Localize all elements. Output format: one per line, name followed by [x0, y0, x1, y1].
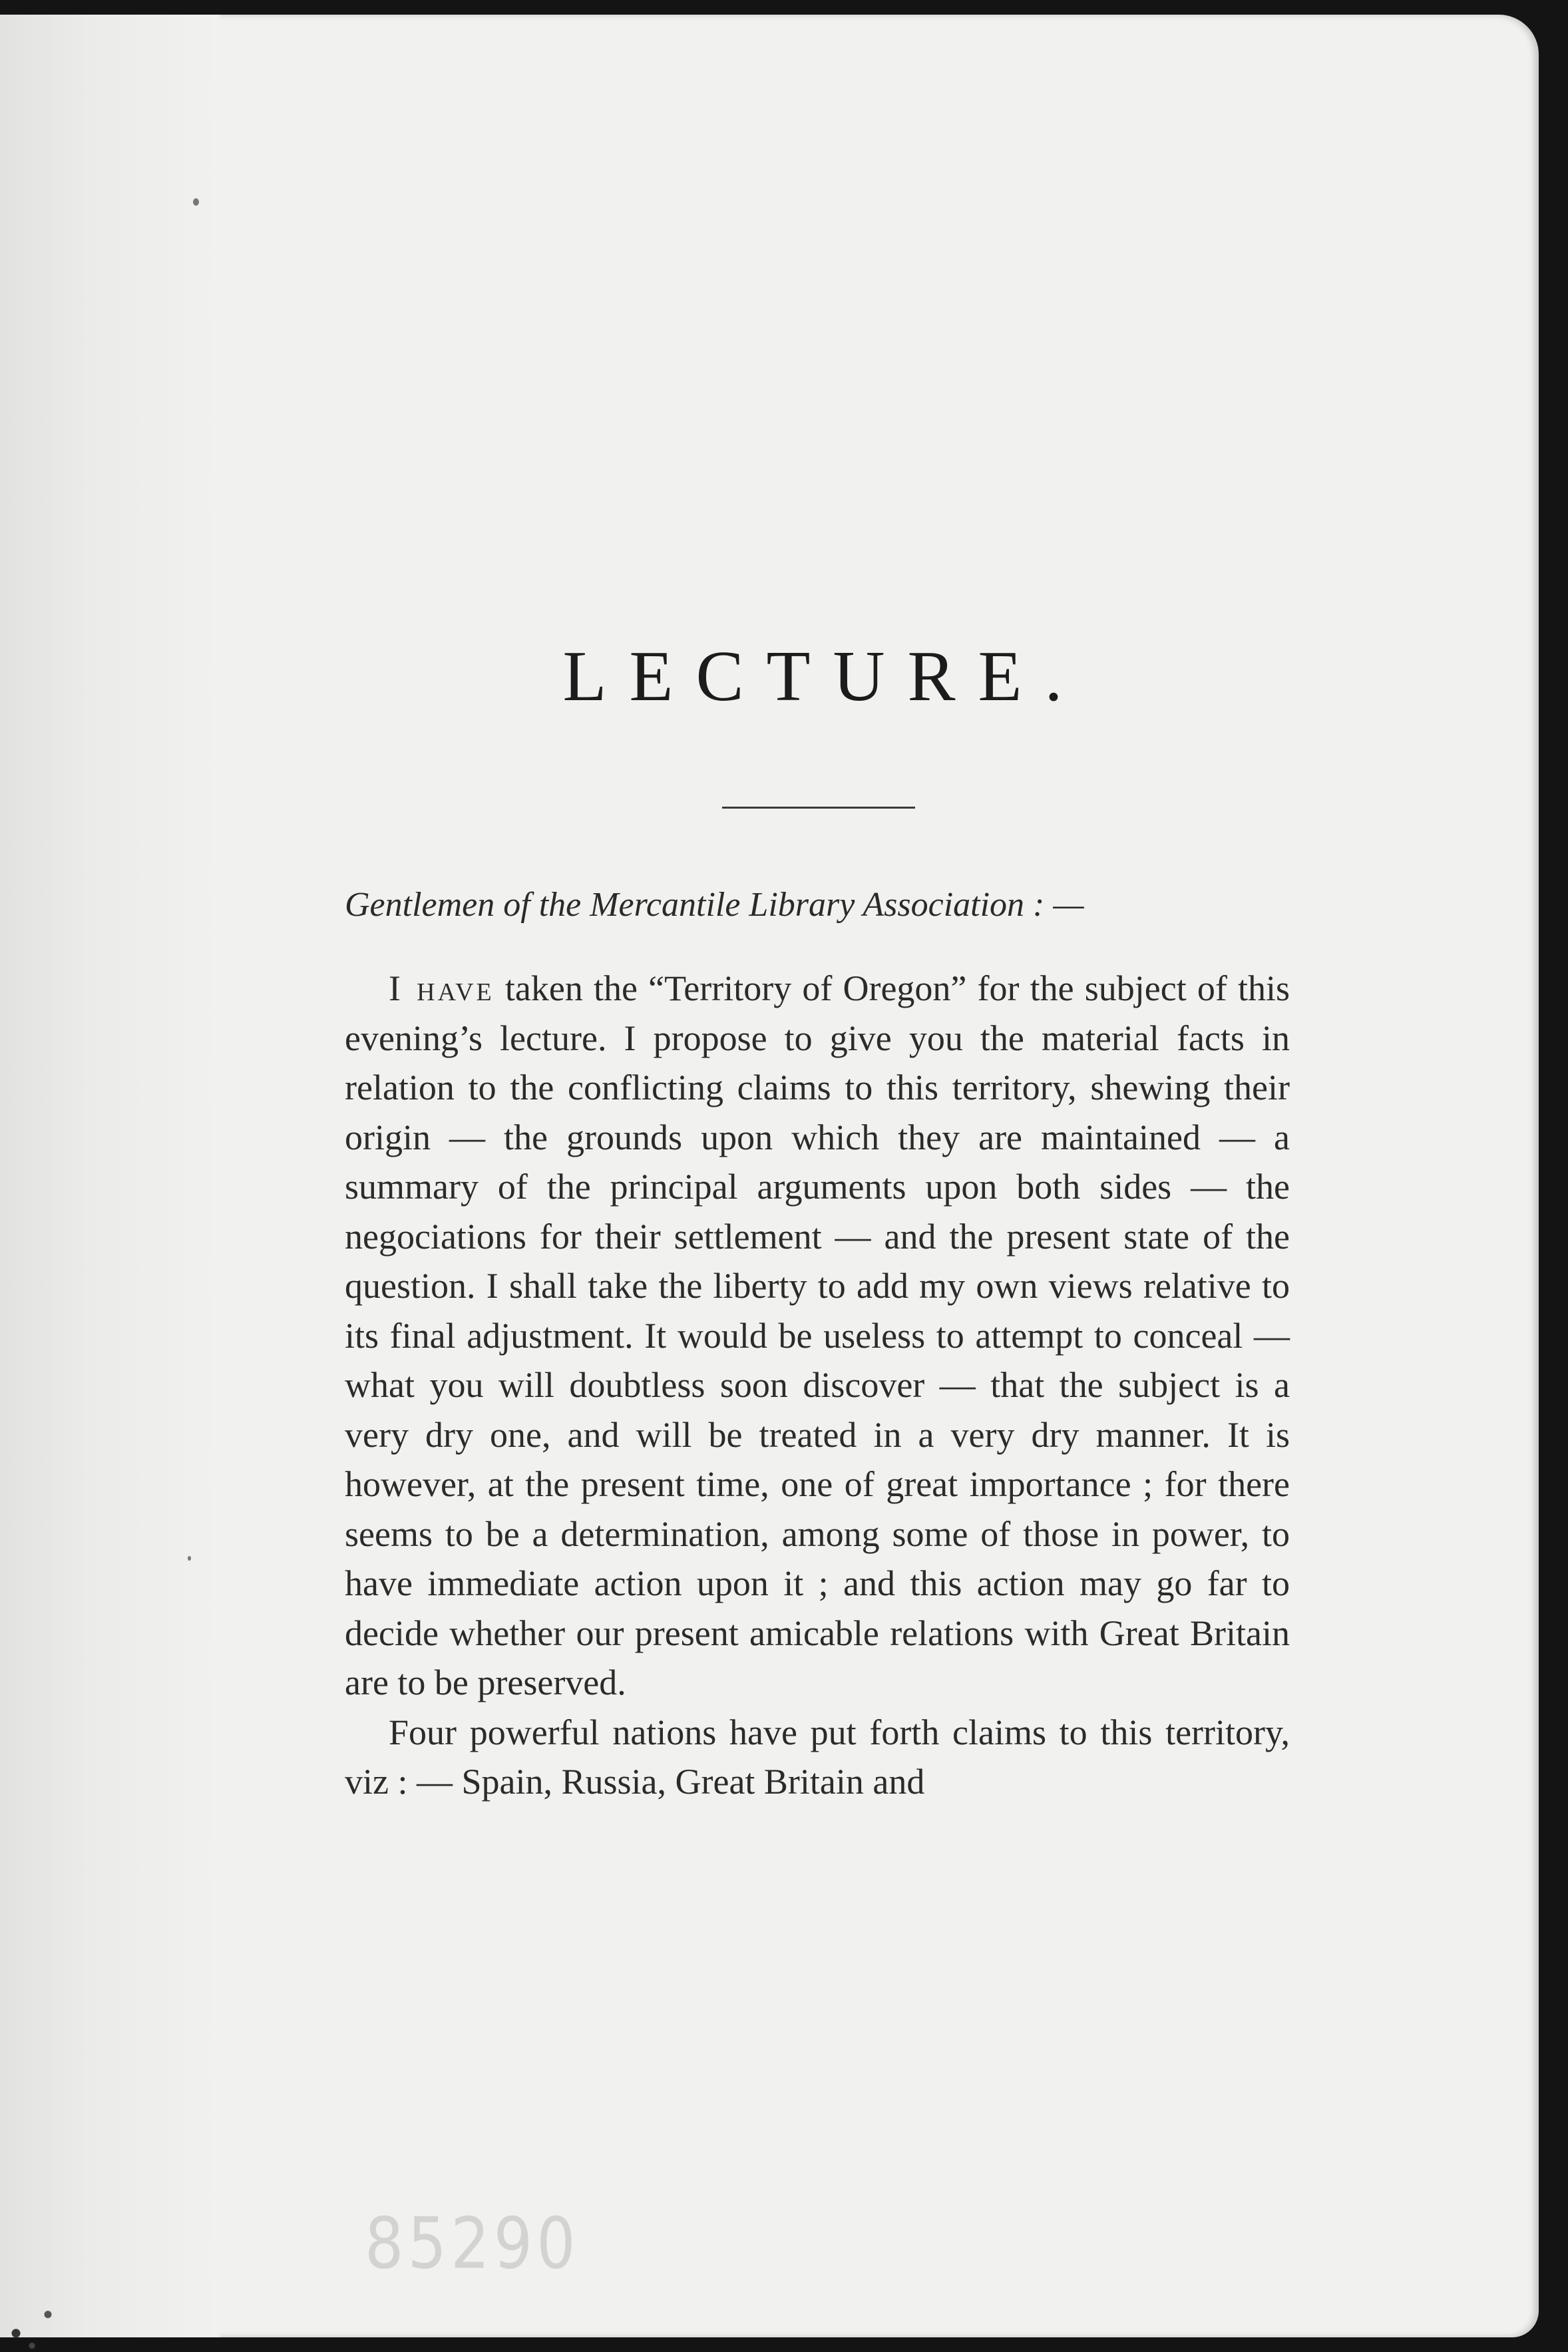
- paragraph-1-text: taken the “Territory of Oregon” for the subject of this evening’s lecture. I propose to give you the material facts in relation to the conflicting claims to this territory, shewing their origin — the grounds upon which they are maintained — a summary of the principal arguments upon both sides — the negociations for their settlement — and the present state of the question. I shall take the liberty to add my own views relative to its final adjustment. It would be useless to attempt to conceal — what you will doubtless soon discover — that the subject is a very dry one, and will be treated in a very dry manner. It is however, at the present time, one of great importance ; for there seems to be a determination, among some of those in power, to have immediate action upon it ; and this action may go far to decide whether our present amicable relations with Great Britain are to be preserved.: [345, 968, 1290, 1702]
- paragraph-1: [345, 964, 1290, 1708]
- body-text: [345, 964, 1290, 1807]
- page-gutter-shading: [0, 15, 220, 2337]
- library-stamp-number: 85290: [365, 2202, 580, 2285]
- page-title: LECTURE.: [562, 637, 1085, 716]
- salutation: Gentlemen of the Mercantile Library Association : —: [345, 886, 1084, 924]
- scan-edge-noise: [0, 2289, 80, 2352]
- title-divider-rule: [722, 807, 915, 809]
- paper-speck: [188, 1556, 191, 1561]
- paper-speck: [193, 198, 199, 206]
- paragraph-2: [345, 1708, 1290, 1807]
- paragraph-2-text: Four powerful nations have put forth claims to this territory, viz : — Spain, Russia, Great Britain and: [345, 1712, 1290, 1802]
- paragraph-lead-smallcaps: I have: [389, 968, 494, 1008]
